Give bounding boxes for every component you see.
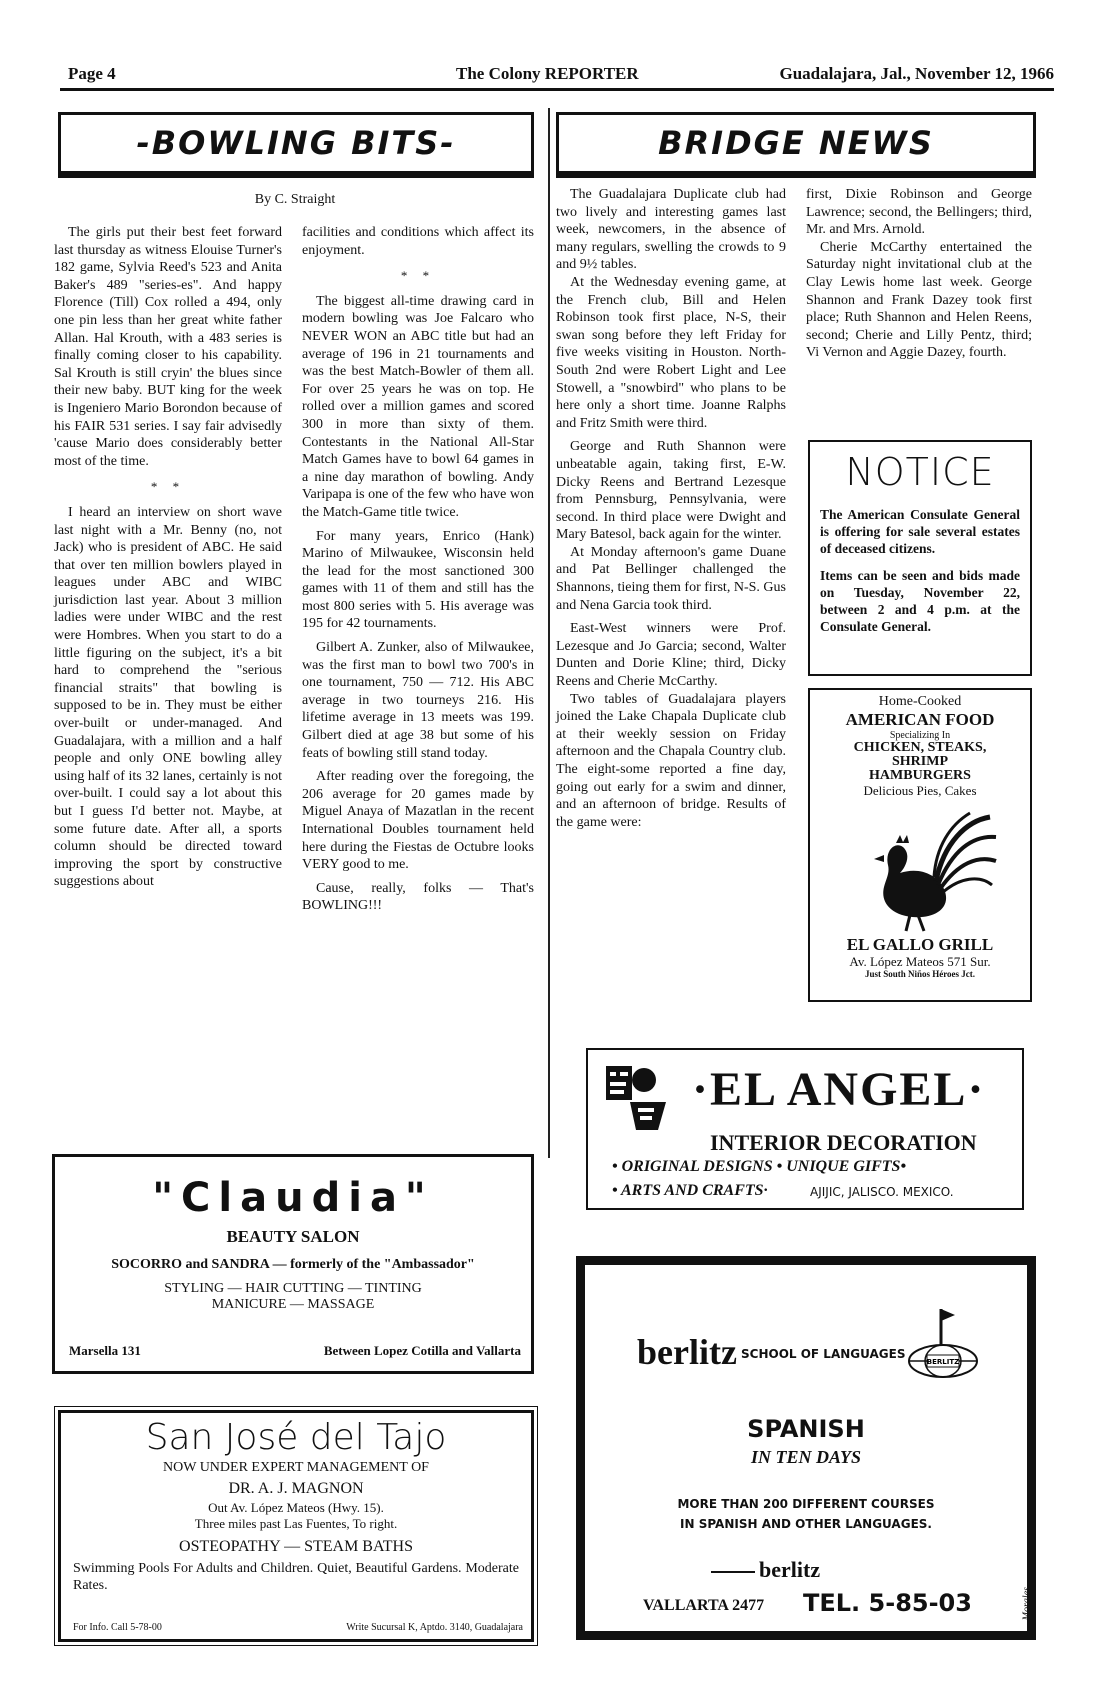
tajo-line: DR. A. J. MAGNON xyxy=(228,1480,364,1497)
el-angel-ad xyxy=(586,1048,1024,1210)
gallo-line: Home-Cooked xyxy=(878,694,962,709)
gallo-near: Just South Niños Héroes Jct. xyxy=(864,969,976,979)
page-header xyxy=(68,64,1054,86)
tajo-line: NOW UNDER EXPERT MANAGEMENT OF xyxy=(163,1460,429,1475)
bowling-banner xyxy=(58,112,534,178)
bridge-paragraph: Two tables of Guadalajara players joined the Lake Chapala Duplicate club at their weekly session on Friday afternoon and the Chapala Country club. The eight-some reported a fine day, going out early for a swim and dinner, and an afternoon of bridge. Results of the game were: xyxy=(556,691,786,830)
bridge-paragraph: East-West winners were Prof. Lezesque and Jo Garcia; second, Walter Dunten and Dorie Kline; third, Dicky Reens and Cherie McCarthy. xyxy=(556,621,786,690)
bridge-paragraph: Cherie McCarthy entertained the Saturday night invitational club at the Clay Lewis home last week. George Shannon and Frank Dazey took first place; Ruth Shannon and Helen Reens, second; Cherie and Lilly Pentz, third; Vi Vernon and Aggie Dazey, fourth. xyxy=(806,239,1032,361)
berlitz-courses: IN SPANISH AND OTHER LANGUAGES. xyxy=(680,1517,932,1531)
gallo-line: Specializing In xyxy=(889,730,951,741)
berlitz-tel: TEL. 5-85-03 xyxy=(803,1589,972,1617)
bowling-paragraph: I heard an interview on short wave last night with a Mr. Benny (no, not Jack) who is president of ABC. He said that over ten million bowlers played in leagues under ABC and WIBC jurisdiction last year. About 3 million ladies were under WIBC and the rest were Hombres. When you start to do a little figuring on the subject, it's a bit hard to comprehend the "serious financial straits" that bowling is supposed to be in. They must be either over-built or under-managed. And Guadalajara, with a million and a half people and only ONE bowling alley using half of its 32 lanes, certainly is not over-built. I could say a lot about this but I guess I'd better not. Maybe, at some future date. After all, a sports column should be directed toward improving the sport by constructive suggestions about xyxy=(54,504,282,890)
berlitz-ad xyxy=(576,1256,1036,1640)
globe-flag-icon xyxy=(903,1305,983,1385)
bridge-column-2 xyxy=(806,186,1032,362)
gallo-address: Av. López Mateos 571 Sur. xyxy=(849,954,991,969)
berlitz-brand: berlitz xyxy=(637,1332,737,1372)
notice-box xyxy=(808,440,1032,676)
tajo-line: Swimming Pools For Adults and Children. Quiet, Beautiful Gardens. Moderate Rates. xyxy=(73,1561,519,1593)
angel-line: • ORIGINAL DESIGNS • UNIQUE GIFTS• xyxy=(612,1158,907,1175)
claudia-staff: SOCORRO and SANDRA — formerly of the "Ambassador" xyxy=(111,1257,475,1272)
claudia-services: MANICURE — MASSAGE xyxy=(211,1297,375,1312)
berlitz-brand-text: berlitz xyxy=(759,1557,821,1582)
angel-line: • ARTS AND CRAFTS· xyxy=(612,1182,768,1199)
berlitz-seal-text: BERLITZ xyxy=(926,1358,960,1366)
berlitz-sub: IN TEN DAYS xyxy=(750,1447,862,1467)
notice-title: NOTICE xyxy=(845,450,995,494)
bridge-paragraph: The Guadalajara Duplicate club had two lively and interesting games last week, newcomers, in the absence of many regulars, swelling the crowds to 9 and 9½ tables. xyxy=(556,187,786,273)
claudia-type: BEAUTY SALON xyxy=(226,1227,360,1246)
berlitz-courses: MORE THAN 200 DIFFERENT COURSES xyxy=(677,1497,935,1511)
claudia-name: "Claudia" xyxy=(152,1175,434,1221)
claudia-salon-ad xyxy=(52,1154,534,1374)
section-separator: * * xyxy=(150,479,186,495)
gallo-line: CHICKEN, STEAKS, xyxy=(853,740,987,755)
bowling-paragraph: facilities and conditions which affect its enjoyment. xyxy=(302,225,534,258)
el-gallo-grill-ad xyxy=(808,688,1032,1002)
berlitz-signature: Morales xyxy=(1021,1587,1032,1621)
angel-figure-icon xyxy=(600,1058,676,1138)
newspaper-title: The Colony REPORTER xyxy=(456,64,639,83)
bowling-title: -BOWLING BITS- xyxy=(136,124,456,162)
dateline: Guadalajara, Jal., November 12, 1966 xyxy=(779,64,1054,83)
angel-line: INTERIOR DECORATION xyxy=(710,1130,977,1155)
column-divider xyxy=(548,108,550,1158)
tajo-line: Three miles past Las Fuentes, To right. xyxy=(194,1516,398,1531)
bridge-paragraph: At the Wednesday evening game, at the French club, Bill and Helen Robinson took first place, N-S, their swan song before they left Friday for five weeks visiting in Houston. North-South 2nd were Robert Light and Lee Stowell, a "snowbird" who plans to be here only a short time. Joanne Ralphs and Fritz Smith were third. xyxy=(556,274,786,431)
bowling-paragraph: Gilbert A. Zunker, also of Milwaukee, was the first man to bowl two 700's in one tournament, 750 — 712. His ABC average in two tourneys 216. His lifetime average in 13 meets was 199. Gilbert died at age 38 but some of his feats of bowling still stand today. xyxy=(302,640,534,761)
san-jose-del-tajo-ad xyxy=(58,1410,534,1642)
bowling-column-2 xyxy=(302,224,534,915)
bowling-byline: By C. Straight xyxy=(254,192,336,207)
bridge-column-1 xyxy=(556,186,786,831)
claudia-between: Between Lopez Cotilla and Vallarta xyxy=(323,1343,521,1358)
bridge-paragraph: George and Ruth Shannon were unbeatable again, taking first, E-W. Dicky Reens and Bertrand Lezesque from Pennsburg, Pennsylvania, were second. In third place were Dwight and Mary Batesol, back again for the winter. xyxy=(556,439,786,543)
bowling-paragraph: Cause, really, folks — That's BOWLING!!! xyxy=(302,880,534,914)
notice-text: The American Consulate General is offering for sale several estates of deceased citizens. xyxy=(820,507,1020,556)
bridge-paragraph: first, Dixie Robinson and George Lawrence; second, the Bellingers; third, Mr. and Mrs. Arnold. xyxy=(806,187,1032,238)
tajo-info: For Info. Call 5-78-00 xyxy=(73,1622,162,1633)
bridge-paragraph: At Monday afternoon's game Duane and Pat Bellinger challenged the Shannons, tieing them for first, N-S. Gus and Nena Garcia took third. xyxy=(556,544,786,613)
bridge-title: BRIDGE NEWS xyxy=(658,124,934,162)
bridge-banner xyxy=(556,112,1036,178)
angel-place: AJIJIC, JALISCO. MEXICO. xyxy=(810,1185,954,1199)
rooster-illustration xyxy=(840,803,1000,933)
page-number: Page 4 xyxy=(68,64,116,83)
angel-name: ·EL ANGEL· xyxy=(692,1063,986,1116)
gallo-line: HAMBURGERS xyxy=(869,768,971,783)
tajo-name: San José del Tajo xyxy=(145,1417,447,1458)
bowling-paragraph: For many years, Enrico (Hank) Marino of Milwaukee, Wisconsin held the lead for the most sanctioned 300 games with 11 of them and still has the most 800 series with 5. His average was 195 for 42 tournaments. xyxy=(302,528,534,632)
berlitz-street: VALLARTA 2477 xyxy=(643,1597,765,1614)
notice-text: Items can be seen and bids made on Tuesday, November 22, between 2 and 4 p.m. at the Consulate General. xyxy=(820,568,1020,634)
gallo-line: SHRIMP xyxy=(892,754,948,769)
claudia-address: Marsella 131 xyxy=(69,1343,141,1358)
berlitz-headline: SPANISH xyxy=(747,1415,865,1443)
tajo-line: OSTEOPATHY — STEAM BATHS xyxy=(179,1538,413,1555)
tajo-write: Write Sucursal K, Aptdo. 3140, Guadalajara xyxy=(346,1622,523,1633)
bowling-column-1 xyxy=(54,224,282,891)
bowling-paragraph: After reading over the foregoing, the 206 average for 20 games made by Miguel Anaya of Mazatlan in the recent International Doubles tournament held here during the Fiestas de Octubre looks VERY good to me. xyxy=(302,769,534,873)
tajo-line: Out Av. López Mateos (Hwy. 15). xyxy=(208,1500,384,1515)
bowling-paragraph: The biggest all-time drawing card in modern bowling was Joe Falcaro who NEVER WON an ABC title but had an average of 196 in 21 tournaments and was the best Match-Bowler of them all. For over 25 years he was on top. He rolled over a million games and scored 300 in more than sixty of them. Contestants in the National All-Star Match Games have to bowl 64 games in a nine day marathon of bowling. Andy Varipapa is one of the few who have won the Match-Game title twice. xyxy=(302,293,534,520)
gallo-name: EL GALLO GRILL xyxy=(846,935,994,954)
gallo-line: AMERICAN FOOD xyxy=(845,710,995,729)
section-separator: * * xyxy=(400,268,436,284)
bowling-paragraph: The girls put their best feet forward last thursday as witness Elouise Turner's 182 game, Sylvia Reed's 523 and Anita Baker's 489 "series-es". And happy Florence (Till) Cox rolled a 494, only one pin less than her great white father Allan. Hal Krouth, with a 483 series is finally coming closer to his capability. Sal Krouth is still cryin' the blues since their new baby. BUT king for the week is Ingeniero Mario Borondon because of his FAIR 531 series. I say fair advisedly 'cause Mario does considerably better most of the time. xyxy=(54,225,282,469)
berlitz-brand-small xyxy=(711,1557,820,1583)
claudia-services: STYLING — HAIR CUTTING — TINTING xyxy=(164,1281,422,1296)
gallo-line: Delicious Pies, Cakes xyxy=(863,783,977,798)
header-rule xyxy=(60,88,1054,91)
berlitz-tag: SCHOOL OF LANGUAGES xyxy=(741,1347,906,1361)
